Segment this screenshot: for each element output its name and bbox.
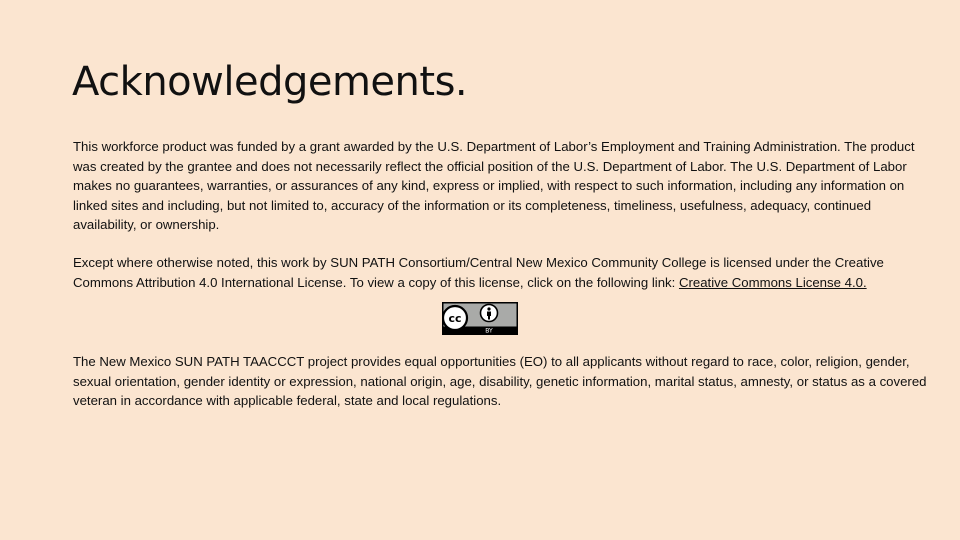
person-body (487, 312, 491, 317)
license-paragraph (73, 253, 933, 292)
person-head (487, 307, 490, 310)
license-paragraph-text: Except where otherwise noted, this work by SUN PATH Consortium/Central New Mexico Community College is licensed under the Creative Commons Attribution 4.0 International License. To view a copy of this license, click on the following link: (73, 255, 884, 290)
funding-disclaimer-paragraph: This workforce product was funded by a grant awarded by the U.S. Department of Labor’s Employment and Training Administration. The product was created by the grantee and does not necessarily reflect the official position of the U.S. Department of Labor. The U.S. Department of Labor makes no guarantees, warranties, or assurances of any kind, express or implied, with respect to such information, including any information on linked sites and including, but not limited to, accuracy of the information or its completeness, timeliness, usefulness, adequacy, continued availability, or ownership. (73, 139, 915, 232)
equal-opportunity-paragraph: The New Mexico SUN PATH TAACCCT project provides equal opportunities (EO) to all applicants without regard to race, color, religion, gender, sexual orientation, gender identity or expression, national origin, age, disability, genetic information, marital status, amnesty, or status as a covered veteran in accordance with applicable federal, state and local regulations. (73, 354, 927, 408)
by-label: BY (485, 327, 493, 335)
slide-title: Acknowledgements. (72, 59, 468, 105)
creative-commons-license-link[interactable]: Creative Commons License 4.0. (678, 274, 867, 290)
cc-label: cc (448, 312, 462, 325)
person-legs (488, 316, 490, 320)
creative-commons-by-icon[interactable] (442, 302, 518, 335)
